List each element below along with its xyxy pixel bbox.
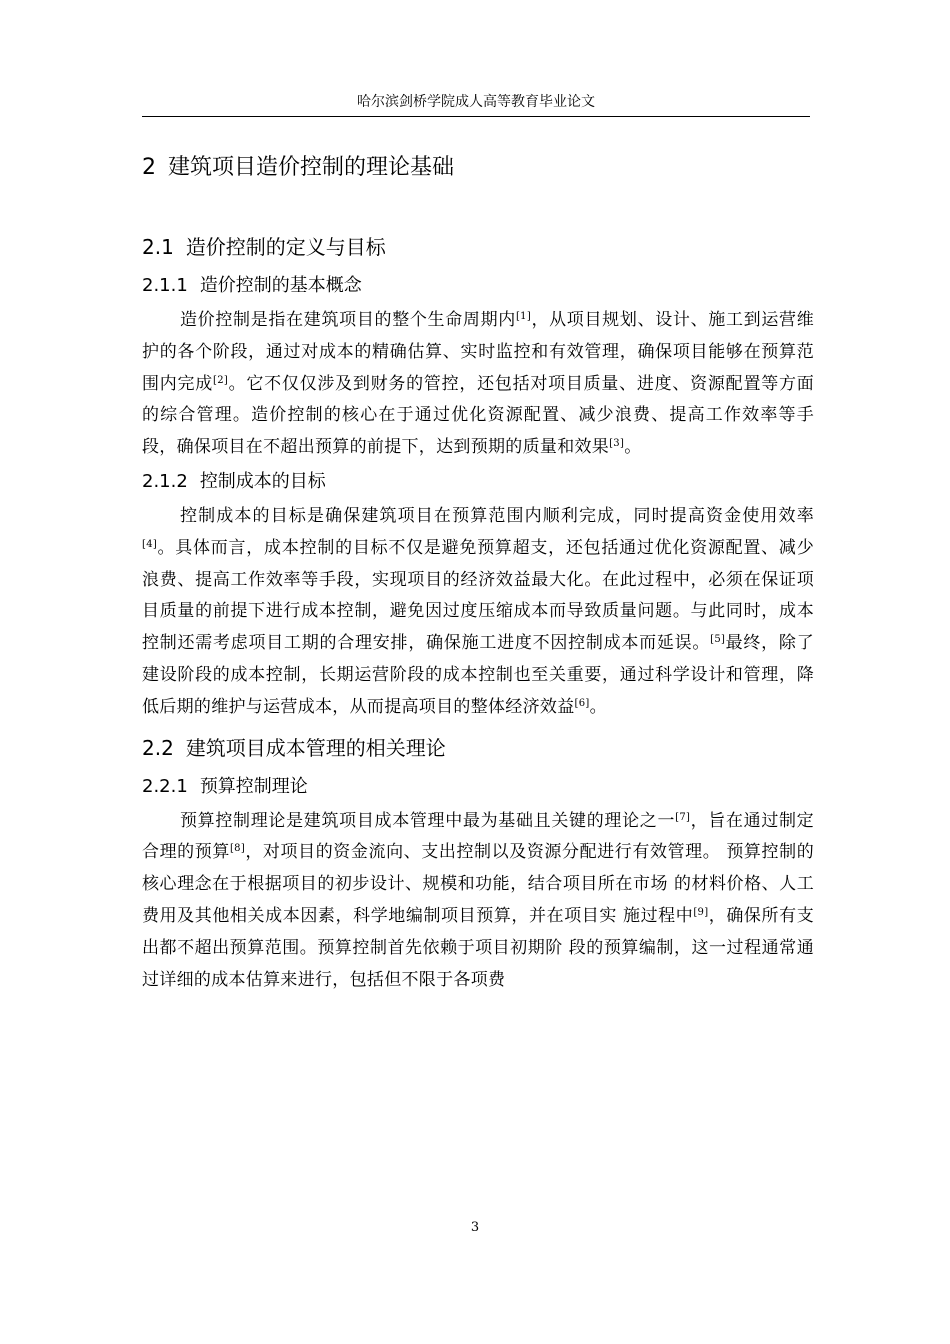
subsection-number: 2.1.1 xyxy=(142,275,188,296)
subsection-heading-2-1-1 xyxy=(142,271,814,301)
subsection-heading-2-2-1 xyxy=(142,772,814,802)
chapter-number: 2 xyxy=(142,155,156,180)
text-run: 。 xyxy=(624,437,642,458)
chapter-title: 建筑项目造价控制的理论基础 xyxy=(168,155,455,180)
page-content xyxy=(142,150,814,996)
section-title: 造价控制的定义与目标 xyxy=(185,235,386,259)
section-heading-2-1 xyxy=(142,231,814,263)
citation: [3] xyxy=(609,438,625,450)
citation: [5] xyxy=(710,634,726,646)
citation: [1] xyxy=(515,311,532,322)
paragraph-2-2-1 xyxy=(142,806,814,997)
text-run: 最终，除了建设阶段的成本控制，长期运营阶段的成本控制也至关重要，通过科学设计和管理，降低后期的维护与运营成本，从而提高项目的整体经济效益 xyxy=(142,633,814,717)
text-run: 。 xyxy=(589,696,607,717)
section-title: 建筑项目成本管理的相关理论 xyxy=(185,735,446,760)
citation: [4] xyxy=(142,538,158,550)
section-number: 2.1 xyxy=(142,235,174,259)
citation: [7] xyxy=(675,811,691,823)
subsection-title: 造价控制的基本概念 xyxy=(199,275,362,296)
citation: [6] xyxy=(574,697,590,709)
text-run: 。它不仅仅涉及到财务的管控，还包括对项目质量、进度、资源配置等方面的综合管理。造价控制的核心在于通过优化资源配置、减少浪费、提高工作效率等手段，确保项目在不超出预算的前提下，达到预期的质量和效果 xyxy=(142,373,815,458)
paragraph-2-1-1 xyxy=(142,305,814,464)
text-run: 造价控制是指在建筑项目的整个生命周期内 xyxy=(180,310,516,330)
subsection-number: 2.2.1 xyxy=(142,775,188,797)
running-header: 哈尔滨剑桥学院成人高等教育毕业论文 xyxy=(142,93,810,117)
subsection-title: 预算控制理论 xyxy=(199,775,308,797)
citation: [9] xyxy=(693,906,709,918)
text-run: ，对项目的资金流向、支出控制以及资源分配进行有效管理。 预算控制的核心理念在于根据项目的初步设计、规模和功能，结合项目所在市场 的材料价格、人工费用及其他相关成本因素，科学地编制项目预算，并在项目实 施过程中 xyxy=(142,842,814,926)
subsection-number: 2.1.2 xyxy=(142,470,188,492)
text-run: 。具体而言，成本控制的目标不仅是避免预算超支，还包括通过优化资源配置、减少浪费、提高工作效率等手段，实现项目的经济效益最大化。在此过程中，必须在保证项目质量的前提下进行成本控制，避免因过度压缩成本而导致质量问题。与此同时，成本控制还需考虑项目工期的合理安排，确保施工进度不因控制成本而延误。 xyxy=(142,537,814,654)
subsection-heading-2-1-2 xyxy=(142,467,814,497)
citation: [2] xyxy=(213,374,229,386)
text-run: ，从项目规划、设计、施工到运营维护的各个阶段，通过对成本的精确估算、实时监控和有效管理，确保项目能够在预算范围内完成 xyxy=(142,310,814,394)
text-run: ，旨在通过制定合理的预算 xyxy=(142,810,814,863)
section-heading-2-2 xyxy=(142,732,814,764)
chapter-heading xyxy=(142,150,814,186)
page-number: 3 xyxy=(470,1220,480,1235)
paragraph-2-1-2 xyxy=(142,501,814,724)
subsection-title: 控制成本的目标 xyxy=(199,470,326,492)
section-number: 2.2 xyxy=(142,735,174,760)
text-run: 控制成本的目标是确保建筑项目在预算范围内顺利完成，同时提高资金使用效率 xyxy=(180,505,814,526)
citation: [8] xyxy=(229,843,246,855)
text-run: ，确保所有支出都不超出预算范围。预算控制首先依赖于项目初期阶 段的预算编制，这一过程通常通过详细的成本估算来进行，包括但不限于各项费 xyxy=(142,905,814,990)
text-run: 预算控制理论是建筑项目成本管理中最为基础且关键的理论之一 xyxy=(180,810,676,831)
